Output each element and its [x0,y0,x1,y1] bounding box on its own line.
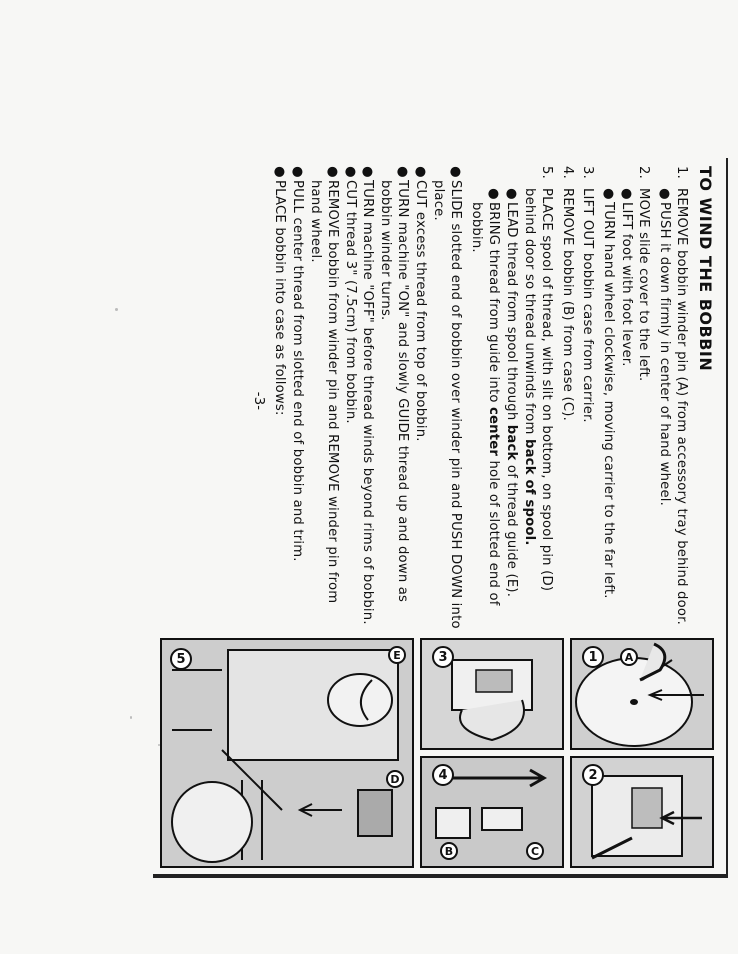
step-text: LIFT OUT bobbin case from carrier. [580,188,596,423]
figure-3-bobbin-case [420,638,564,750]
step-3 [579,166,597,636]
step-text: REMOVE bobbin winder pin (A) from accessory tray behind door. [674,188,690,625]
spool-threading-illustration [162,640,412,866]
step-number: 1. [674,166,690,179]
step-4 [558,166,576,636]
figure-1-winder-pin [570,638,714,750]
bullet: ● TURN machine "OFF" before thread winds beyond rims of bobbin. [360,166,376,625]
section-title: TO WIND THE BOBBIN [696,166,715,372]
label-b: B [440,842,458,860]
top-rule [726,158,728,878]
bullet: ● LIFT foot with foot lever. [618,188,634,367]
bullet: ● BRING thread from guide into center hole of slotted end of bobbin. [468,188,502,606]
figure-number-badge: 1 [582,646,604,668]
bullet: ● SLIDE slotted end of bobbin over winder pin and PUSH DOWN into place. [430,166,464,629]
instructions-column [249,166,714,636]
label-e: E [388,646,406,664]
step-text: PLACE spool of thread, with slit on bottom, on spool pin (D) behind door so thread unwinds from back of spool. [521,188,555,592]
bullet: ● PLACE bobbin into case as follows: [272,166,288,416]
scan-speck [115,308,118,311]
step-text: MOVE slide cover to the left. [636,188,652,382]
figure-4-remove-bobbin [420,756,564,868]
bullet: ● LEAD thread from spool through back of thread guide (E). [504,188,520,598]
step-number: 2. [636,166,652,179]
bullet: ● PULL center thread from slotted end of bobbin and trim. [289,166,305,562]
bullet: ● TURN hand wheel clockwise, moving carrier to the far left. [601,188,617,599]
step-number: 3. [580,166,596,179]
step-text: REMOVE bobbin (B) from case (C). [559,188,575,421]
scan-speck [130,716,132,719]
figures-column [159,638,714,873]
bullet: ● CUT excess thread from top of bobbin. [413,166,429,442]
bottom-rule [153,874,728,878]
label-d: D [386,770,404,788]
step-2 [599,166,652,636]
page-number: -3- [250,391,266,411]
label-a: A [620,648,638,666]
figure-5-spool-and-guide [160,638,414,868]
bullet: ● REMOVE bobbin from winder pin and REMOVE winder pin from hand wheel. [307,166,341,604]
bullet: ● PUSH it down firmly in center of hand wheel. [656,188,672,507]
bullet: ● CUT thread 3" (7.5cm) from bobbin. [342,166,358,424]
step-1 [655,166,690,636]
step-5 [467,166,555,636]
step-number: 4. [559,166,575,179]
label-c: C [526,842,544,860]
step-number: 5. [539,166,555,179]
figure-number-badge: 5 [170,648,192,670]
figure-number-badge: 2 [582,764,604,786]
figure-number-badge: 4 [432,764,454,786]
figure-2-slide-cover [570,756,714,868]
bullet: ● TURN machine "ON" and slowly GUIDE thread up and down as bobbin winder turns. [377,166,411,603]
figure-number-badge: 3 [432,646,454,668]
rotated-page [153,158,728,878]
